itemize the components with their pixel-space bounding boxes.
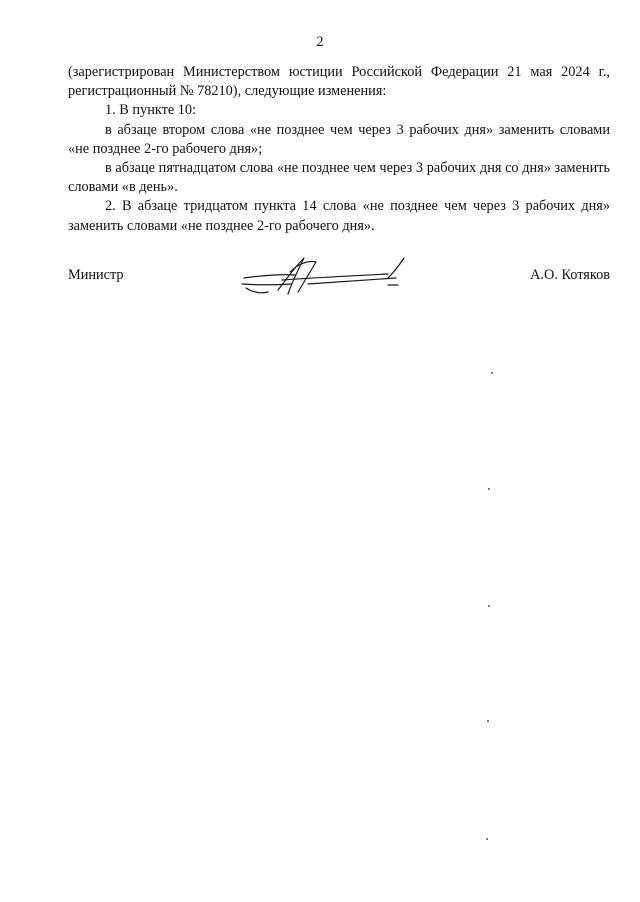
signer-position: Министр xyxy=(68,267,124,283)
page-number: 2 xyxy=(316,34,324,50)
paragraph-intro: (зарегистрирован Министерством юстиции Российской Федерации 21 мая 2024 г., регистрационный № 78210), следующие изменения: xyxy=(68,64,610,100)
scan-artifact-dot xyxy=(488,605,490,607)
document-body xyxy=(68,63,610,236)
scan-artifact-dot xyxy=(486,838,488,840)
scan-artifact-dot xyxy=(491,372,493,374)
scan-artifact-dot xyxy=(488,488,490,490)
scan-artifact-dot xyxy=(487,720,489,722)
paragraph-item-1-b: в абзаце пятнадцатом слова «не позднее чем через 3 рабочих дня со дня» заменить словами «в день». xyxy=(68,160,610,196)
paragraph-item-1-a: в абзаце втором слова «не позднее чем через 3 рабочих дня» заменить словами «не позднее 2-го рабочего дня»; xyxy=(68,121,610,157)
signature-block xyxy=(68,260,610,300)
paragraph-item-2: 2. В абзаце тридцатом пункта 14 слова «не позднее чем через 3 рабочих дня» заменить словами «не позднее 2-го рабочего дня». xyxy=(68,198,610,234)
paragraph-item-1: 1. В пункте 10: xyxy=(105,102,197,119)
signer-name: А.О. Котяков xyxy=(530,267,610,283)
handwritten-signature xyxy=(238,254,418,298)
